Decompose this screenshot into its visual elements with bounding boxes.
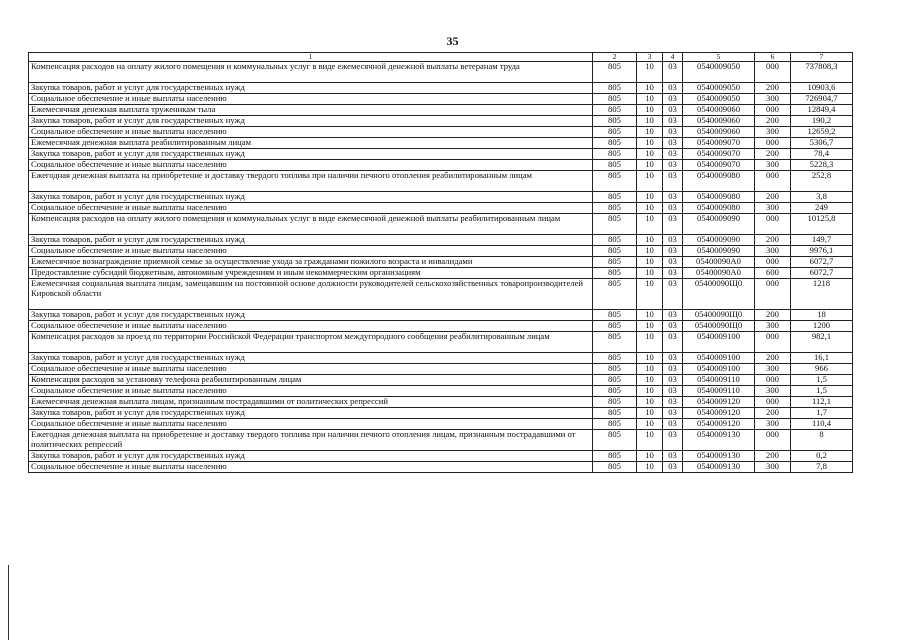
expense-type-code: 200 [755, 310, 791, 321]
ministry-code: 805 [593, 203, 637, 214]
table-row [29, 332, 853, 353]
ministry-code: 805 [593, 375, 637, 386]
row-description: Социальное обеспечение и иные выплаты населению [29, 386, 593, 397]
ministry-code: 805 [593, 127, 637, 138]
subsection-code: 03 [663, 171, 683, 192]
amount: 78,4 [791, 149, 853, 160]
amount: 16,1 [791, 353, 853, 364]
subsection-code: 03 [663, 321, 683, 332]
amount: 249 [791, 203, 853, 214]
ministry-code: 805 [593, 451, 637, 462]
row-description: Ежемесячное вознаграждение приемной семье за осуществление ухода за гражданами пожилого возраста и инвалидами [29, 257, 593, 268]
target-item-code: 0540009080 [683, 203, 755, 214]
row-description: Компенсация расходов на оплату жилого помещения и коммунальных услуг в виде ежемесячной денежной выплаты реабилитированным лицам [29, 214, 593, 235]
column-header: 1 [29, 53, 593, 62]
table-row [29, 62, 853, 83]
table-row [29, 451, 853, 462]
target-item-code: 0540009060 [683, 127, 755, 138]
amount: 726904,7 [791, 94, 853, 105]
subsection-code: 03 [663, 419, 683, 430]
row-description: Ежегодная денежная выплата на приобретение и доставку твердого топлива при наличии печного отопления лицам, признанным пострадавшими от политических репрессий [29, 430, 593, 451]
table-row [29, 203, 853, 214]
row-description: Закупка товаров, работ и услуг для государственных нужд [29, 451, 593, 462]
amount: 5306,7 [791, 138, 853, 149]
target-item-code: 0540009120 [683, 408, 755, 419]
row-description: Закупка товаров, работ и услуг для государственных нужд [29, 192, 593, 203]
expense-type-code: 000 [755, 105, 791, 116]
subsection-code: 03 [663, 353, 683, 364]
section-code: 10 [637, 171, 663, 192]
target-item-code: 0540009050 [683, 94, 755, 105]
expense-type-code: 200 [755, 83, 791, 94]
expense-type-code: 300 [755, 160, 791, 171]
amount: 966 [791, 364, 853, 375]
ministry-code: 805 [593, 408, 637, 419]
amount: 5228,3 [791, 160, 853, 171]
ministry-code: 805 [593, 257, 637, 268]
table-row [29, 246, 853, 257]
amount: 982,1 [791, 332, 853, 353]
ministry-code: 805 [593, 83, 637, 94]
table-row [29, 257, 853, 268]
ministry-code: 805 [593, 171, 637, 192]
header-row [29, 53, 853, 62]
ministry-code: 805 [593, 214, 637, 235]
section-code: 10 [637, 375, 663, 386]
subsection-code: 03 [663, 386, 683, 397]
target-item-code: 0540009090 [683, 235, 755, 246]
amount: 12659,2 [791, 127, 853, 138]
amount: 252,8 [791, 171, 853, 192]
row-description: Социальное обеспечение и иные выплаты населению [29, 160, 593, 171]
column-header: 6 [755, 53, 791, 62]
table-row [29, 83, 853, 94]
ministry-code: 805 [593, 364, 637, 375]
row-description: Закупка товаров, работ и услуг для государственных нужд [29, 310, 593, 321]
amount: 1,5 [791, 375, 853, 386]
amount: 112,1 [791, 397, 853, 408]
amount: 9976,1 [791, 246, 853, 257]
target-item-code: 05400090Щ0 [683, 310, 755, 321]
ministry-code: 805 [593, 62, 637, 83]
section-code: 10 [637, 160, 663, 171]
table-row [29, 235, 853, 246]
section-code: 10 [637, 235, 663, 246]
page-number: 35 [446, 34, 459, 48]
ministry-code: 805 [593, 419, 637, 430]
row-description: Закупка товаров, работ и услуг для государственных нужд [29, 353, 593, 364]
row-description: Социальное обеспечение и иные выплаты населению [29, 419, 593, 430]
section-code: 10 [637, 310, 663, 321]
table-row [29, 462, 853, 473]
row-description: Социальное обеспечение и иные выплаты населению [29, 462, 593, 473]
target-item-code: 05400090А0 [683, 257, 755, 268]
amount: 10903,6 [791, 83, 853, 94]
column-header: 5 [683, 53, 755, 62]
column-header: 2 [593, 53, 637, 62]
table-row [29, 353, 853, 364]
target-item-code: 05400090Щ0 [683, 321, 755, 332]
section-code: 10 [637, 430, 663, 451]
section-code: 10 [637, 408, 663, 419]
section-code: 10 [637, 364, 663, 375]
subsection-code: 03 [663, 127, 683, 138]
section-code: 10 [637, 419, 663, 430]
expense-type-code: 200 [755, 116, 791, 127]
row-description: Компенсация расходов на оплату жилого помещения и коммунальных услуг в виде ежемесячной денежной выплаты ветеранам труда [29, 62, 593, 83]
table-row [29, 192, 853, 203]
row-description: Ежемесячная денежная выплата труженикам тыла [29, 105, 593, 116]
subsection-code: 03 [663, 279, 683, 310]
subsection-code: 03 [663, 214, 683, 235]
ministry-code: 805 [593, 332, 637, 353]
amount: 1200 [791, 321, 853, 332]
ministry-code: 805 [593, 279, 637, 310]
target-item-code: 0540009130 [683, 451, 755, 462]
expense-type-code: 000 [755, 62, 791, 83]
row-description: Социальное обеспечение и иные выплаты населению [29, 94, 593, 105]
amount: 6072,7 [791, 268, 853, 279]
section-code: 10 [637, 116, 663, 127]
target-item-code: 0540009070 [683, 138, 755, 149]
expense-type-code: 000 [755, 375, 791, 386]
section-code: 10 [637, 353, 663, 364]
table-row [29, 214, 853, 235]
target-item-code: 0540009110 [683, 375, 755, 386]
target-item-code: 0540009110 [683, 386, 755, 397]
row-description: Социальное обеспечение и иные выплаты населению [29, 127, 593, 138]
table-row [29, 138, 853, 149]
target-item-code: 0540009100 [683, 364, 755, 375]
column-header: 3 [637, 53, 663, 62]
target-item-code: 0540009120 [683, 397, 755, 408]
subsection-code: 03 [663, 430, 683, 451]
expense-type-code: 300 [755, 419, 791, 430]
row-description: Социальное обеспечение и иные выплаты населению [29, 321, 593, 332]
target-item-code: 0540009120 [683, 419, 755, 430]
table-row [29, 321, 853, 332]
subsection-code: 03 [663, 332, 683, 353]
ministry-code: 805 [593, 462, 637, 473]
ministry-code: 805 [593, 310, 637, 321]
section-code: 10 [637, 105, 663, 116]
expense-type-code: 300 [755, 127, 791, 138]
target-item-code: 0540009050 [683, 83, 755, 94]
ministry-code: 805 [593, 105, 637, 116]
target-item-code: 0540009070 [683, 149, 755, 160]
section-code: 10 [637, 149, 663, 160]
subsection-code: 03 [663, 408, 683, 419]
amount: 0,2 [791, 451, 853, 462]
expense-type-code: 300 [755, 364, 791, 375]
subsection-code: 03 [663, 203, 683, 214]
subsection-code: 03 [663, 116, 683, 127]
table-row [29, 160, 853, 171]
target-item-code: 0540009090 [683, 214, 755, 235]
ministry-code: 805 [593, 397, 637, 408]
section-code: 10 [637, 203, 663, 214]
target-item-code: 0540009080 [683, 192, 755, 203]
expense-type-code: 000 [755, 430, 791, 451]
target-item-code: 0540009080 [683, 171, 755, 192]
amount: 6072,7 [791, 257, 853, 268]
subsection-code: 03 [663, 257, 683, 268]
expense-type-code: 300 [755, 321, 791, 332]
table-row [29, 386, 853, 397]
scan-edge-line [8, 565, 9, 640]
subsection-code: 03 [663, 268, 683, 279]
row-description: Социальное обеспечение и иные выплаты населению [29, 364, 593, 375]
table-row [29, 94, 853, 105]
amount: 7,8 [791, 462, 853, 473]
target-item-code: 0540009130 [683, 462, 755, 473]
target-item-code: 05400090А0 [683, 268, 755, 279]
expense-type-code: 300 [755, 94, 791, 105]
section-code: 10 [637, 83, 663, 94]
section-code: 10 [637, 138, 663, 149]
subsection-code: 03 [663, 451, 683, 462]
ministry-code: 805 [593, 192, 637, 203]
table-row [29, 127, 853, 138]
target-item-code: 0540009100 [683, 353, 755, 364]
column-header: 4 [663, 53, 683, 62]
expense-type-code: 300 [755, 462, 791, 473]
ministry-code: 805 [593, 94, 637, 105]
amount: 110,4 [791, 419, 853, 430]
expense-type-code: 000 [755, 397, 791, 408]
target-item-code: 0540009050 [683, 62, 755, 83]
subsection-code: 03 [663, 192, 683, 203]
section-code: 10 [637, 397, 663, 408]
row-description: Закупка товаров, работ и услуг для государственных нужд [29, 83, 593, 94]
expense-type-code: 300 [755, 203, 791, 214]
expense-type-code: 300 [755, 246, 791, 257]
amount: 1,5 [791, 386, 853, 397]
subsection-code: 03 [663, 138, 683, 149]
section-code: 10 [637, 192, 663, 203]
expense-type-code: 300 [755, 386, 791, 397]
expense-type-code: 200 [755, 353, 791, 364]
row-description: Компенсация расходов за проезд по территории Российской Федерации транспортом междугородного сообщения реабилитированным лицам [29, 332, 593, 353]
amount: 737808,3 [791, 62, 853, 83]
ministry-code: 805 [593, 386, 637, 397]
table-row [29, 364, 853, 375]
row-description: Компенсация расходов за установку телефона реабилитированным лицам [29, 375, 593, 386]
table-row [29, 397, 853, 408]
section-code: 10 [637, 214, 663, 235]
row-description: Социальное обеспечение и иные выплаты населению [29, 203, 593, 214]
section-code: 10 [637, 94, 663, 105]
expense-type-code: 000 [755, 257, 791, 268]
budget-table [28, 52, 853, 473]
row-description: Закупка товаров, работ и услуг для государственных нужд [29, 116, 593, 127]
amount: 1218 [791, 279, 853, 310]
table-row [29, 375, 853, 386]
row-description: Закупка товаров, работ и услуг для государственных нужд [29, 408, 593, 419]
subsection-code: 03 [663, 149, 683, 160]
table-row [29, 419, 853, 430]
table-row [29, 171, 853, 192]
subsection-code: 03 [663, 364, 683, 375]
expense-type-code: 200 [755, 408, 791, 419]
row-description: Социальное обеспечение и иные выплаты населению [29, 246, 593, 257]
subsection-code: 03 [663, 83, 683, 94]
amount: 190,2 [791, 116, 853, 127]
amount: 1,7 [791, 408, 853, 419]
expense-type-code: 000 [755, 332, 791, 353]
row-description: Закупка товаров, работ и услуг для государственных нужд [29, 235, 593, 246]
subsection-code: 03 [663, 160, 683, 171]
subsection-code: 03 [663, 310, 683, 321]
section-code: 10 [637, 321, 663, 332]
subsection-code: 03 [663, 94, 683, 105]
section-code: 10 [637, 62, 663, 83]
expense-type-code: 200 [755, 235, 791, 246]
table-body [29, 53, 853, 473]
subsection-code: 03 [663, 462, 683, 473]
target-item-code: 0540009100 [683, 332, 755, 353]
ministry-code: 805 [593, 116, 637, 127]
section-code: 10 [637, 127, 663, 138]
target-item-code: 0540009090 [683, 246, 755, 257]
expense-type-code: 000 [755, 279, 791, 310]
column-header: 7 [791, 53, 853, 62]
ministry-code: 805 [593, 235, 637, 246]
table-row [29, 116, 853, 127]
expense-type-code: 600 [755, 268, 791, 279]
expense-type-code: 000 [755, 171, 791, 192]
row-description: Предоставление субсидий бюджетным, автономным учреждениям и иным некоммерческим организациям [29, 268, 593, 279]
ministry-code: 805 [593, 138, 637, 149]
section-code: 10 [637, 451, 663, 462]
section-code: 10 [637, 386, 663, 397]
table-row [29, 279, 853, 310]
row-description: Ежемесячная денежная выплата лицам, признанным пострадавшими от политических репрессий [29, 397, 593, 408]
ministry-code: 805 [593, 353, 637, 364]
row-description: Ежегодная денежная выплата на приобретение и доставку твердого топлива при наличии печного отопления реабилитированным лицам [29, 171, 593, 192]
ministry-code: 805 [593, 268, 637, 279]
amount: 3,8 [791, 192, 853, 203]
section-code: 10 [637, 246, 663, 257]
row-description: Ежемесячная денежная выплата реабилитированным лицам [29, 138, 593, 149]
subsection-code: 03 [663, 235, 683, 246]
row-description: Закупка товаров, работ и услуг для государственных нужд [29, 149, 593, 160]
table-row [29, 268, 853, 279]
amount: 149,7 [791, 235, 853, 246]
subsection-code: 03 [663, 62, 683, 83]
target-item-code: 05400090Щ0 [683, 279, 755, 310]
expense-type-code: 000 [755, 138, 791, 149]
target-item-code: 0540009060 [683, 116, 755, 127]
table-row [29, 105, 853, 116]
row-description: Ежемесячная социальная выплата лицам, замещавшим на постоянной основе должности руководителей сельскохозяйственных товаропроизводителей Кировской области [29, 279, 593, 310]
section-code: 10 [637, 279, 663, 310]
expense-type-code: 200 [755, 192, 791, 203]
amount: 10125,8 [791, 214, 853, 235]
ministry-code: 805 [593, 160, 637, 171]
expense-type-code: 000 [755, 214, 791, 235]
target-item-code: 0540009070 [683, 160, 755, 171]
subsection-code: 03 [663, 246, 683, 257]
ministry-code: 805 [593, 321, 637, 332]
target-item-code: 0540009060 [683, 105, 755, 116]
table-row [29, 430, 853, 451]
subsection-code: 03 [663, 397, 683, 408]
amount: 12849,4 [791, 105, 853, 116]
ministry-code: 805 [593, 430, 637, 451]
ministry-code: 805 [593, 149, 637, 160]
table-row [29, 408, 853, 419]
section-code: 10 [637, 462, 663, 473]
section-code: 10 [637, 257, 663, 268]
ministry-code: 805 [593, 246, 637, 257]
section-code: 10 [637, 332, 663, 353]
table-row [29, 310, 853, 321]
expense-type-code: 200 [755, 451, 791, 462]
amount: 8 [791, 430, 853, 451]
target-item-code: 0540009130 [683, 430, 755, 451]
subsection-code: 03 [663, 375, 683, 386]
subsection-code: 03 [663, 105, 683, 116]
table-row [29, 149, 853, 160]
section-code: 10 [637, 268, 663, 279]
amount: 18 [791, 310, 853, 321]
expense-type-code: 200 [755, 149, 791, 160]
